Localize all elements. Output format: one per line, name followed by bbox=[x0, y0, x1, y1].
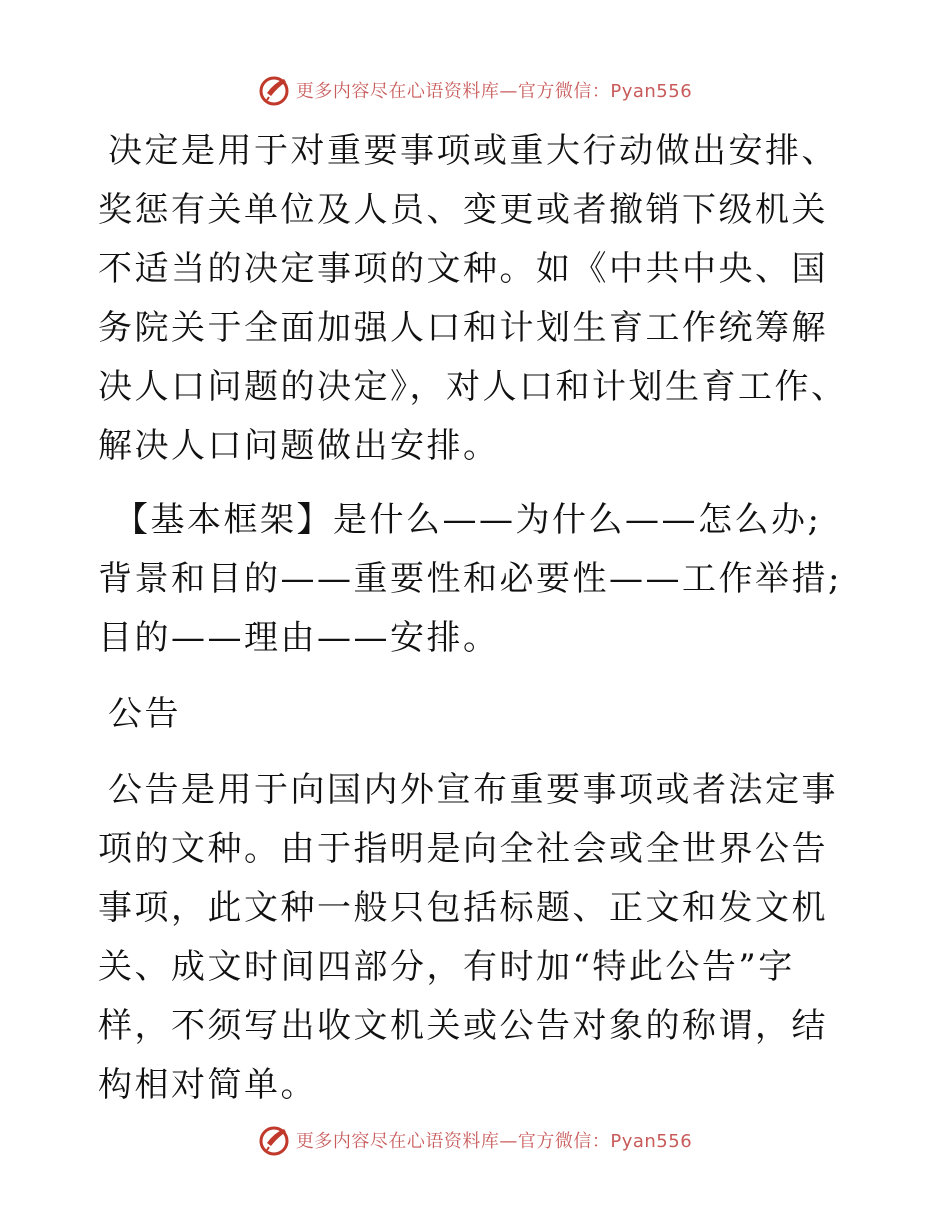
header-watermark bbox=[0, 70, 950, 110]
paragraph-framework: 【基本框架】是什么——为什么——怎么办;背景和目的——重要性和必要性——工作举措;目的——理由——安排。 bbox=[98, 500, 842, 658]
footer-watermark bbox=[0, 1120, 950, 1160]
document-body bbox=[98, 122, 850, 1115]
paragraph-announcement: 公告是用于向国内外宣布重要事项或者法定事项的文种。由于指明是向全社会或全世界公告事项，此文种一般只包括标题、正文和发文机关、成文时间四部分，有时加“特此公告”字样，不须写出收文机关或公告对象的称谓，结构相对简单。 bbox=[98, 770, 838, 1105]
paragraph-decision: 决定是用于对重要事项或重大行动做出安排、奖惩有关单位及人员、变更或者撤销下级机关不适当的决定事项的文种。如《中共中央、国务院关于全面加强人口和计划生育工作统筹解决人口问题的决定》，对人口和计划生育工作、解决人口问题做出安排。 bbox=[98, 131, 848, 466]
watermark-text: 更多内容尽在心语资料库—官方微信：Pyan556 bbox=[295, 1131, 693, 1152]
watermark-text: 更多内容尽在心语资料库—官方微信：Pyan556 bbox=[295, 81, 693, 102]
pen-logo-icon bbox=[258, 73, 292, 107]
section-heading-announcement: 公告 bbox=[108, 694, 181, 734]
pen-logo-icon bbox=[258, 1123, 292, 1157]
